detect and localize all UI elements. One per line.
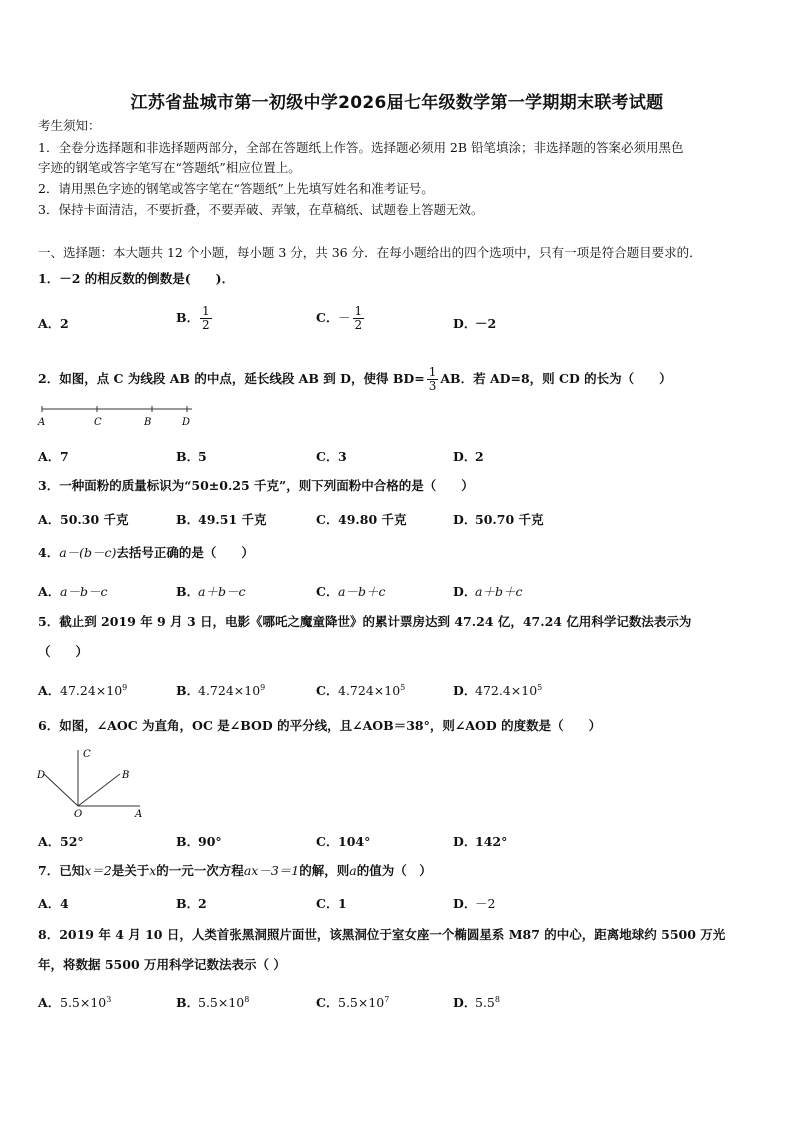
option-d[interactable]: D．$5.5^8$: [453, 994, 500, 1010]
option-c[interactable]: C．a－b＋c: [316, 584, 386, 599]
fraction: $\frac{1}{3}$: [428, 365, 437, 393]
fraction: $\frac{1}{2}$: [202, 304, 210, 332]
notice-item-3: 3．保持卡面清洁，不要折叠，不要弄破、弄皱，在草稿纸、试题卷上答题无效。: [38, 202, 484, 217]
notice-item-2: 2．请用黑色字迹的钢笔或答字笔在“答题纸”上先填写姓名和准考证号。: [38, 181, 434, 196]
question-4-stem: 4．a－(b－c)去括号正确的是（ ）: [38, 545, 254, 560]
point-label-b: B: [144, 417, 152, 428]
option-b[interactable]: B．a＋b－c: [176, 584, 246, 599]
option-d[interactable]: D．142°: [453, 834, 508, 849]
question-8-stem: 8．2019 年 4 月 10 日，人类首张黑洞照片面世，该黑洞位于室女座一个椭圆星系 M87 的中心，距离地球约 5500 万光: [38, 927, 726, 942]
segment-figure: [36, 403, 200, 431]
ray-label-d: D: [37, 770, 46, 781]
option-b[interactable]: B．2: [176, 896, 207, 911]
section-heading: 一、选择题：本大题共 12 个小题，每小题 3 分，共 36 分．在每小题给出的四个选项中，只有一项是符合题目要求的．: [38, 245, 702, 260]
option-d[interactable]: D．$472.4\times 10^5$: [453, 682, 543, 698]
question-3-stem: 3．一种面粉的质量标识为“50±0.25 千克”，则下列面粉中合格的是（ ）: [38, 478, 474, 493]
exam-title: 江苏省盐城市第一初级中学2026届七年级数学第一学期期末联考试题: [130, 93, 664, 113]
notice-item-1-cont: 字迹的钢笔或答字笔写在“答题纸”相应位置上。: [38, 160, 301, 175]
question-1-stem: 1．－2 的相反数的倒数是( )．: [38, 271, 235, 286]
question-7-stem: 7．已知x＝2是关于x的一元一次方程ax－3＝1的解，则a的值为（ ）: [38, 863, 432, 878]
option-b[interactable]: B．90°: [176, 834, 222, 849]
option-d[interactable]: D．2: [453, 449, 484, 464]
point-label-c: C: [94, 417, 102, 428]
option-a[interactable]: A．7: [38, 449, 69, 464]
question-number: 4．: [38, 545, 60, 560]
notice-item-1: 1．全卷分选择题和非选择题两部分，全部在答题纸上作答。选择题必须用 2B 铅笔填涂；非选择题的答案必须用黑色: [38, 140, 684, 155]
option-c[interactable]: C．104°: [316, 834, 371, 849]
question-2-stem: 2．如图，点 C 为线段 AB 的中点，延长线段 AB 到 D，使得 BD= $\frac{1}{3}$ AB．若 AD=8，则 CD 的长为（ ）: [38, 365, 672, 393]
question-8-stem-cont: 年，将数据 5500 万用科学记数法表示（ ）: [38, 957, 286, 972]
option-b[interactable]: B．49.51 千克: [176, 512, 267, 527]
option-d[interactable]: D．－2: [453, 896, 496, 911]
question-5-stem-cont: （ ）: [38, 644, 89, 659]
fraction: $\frac{1}{2}$: [354, 304, 363, 332]
option-b[interactable]: B．$5.5\times 10^8$: [176, 994, 250, 1010]
vertex-label-o: O: [74, 809, 83, 820]
option-b[interactable]: B． $\frac{1}{2}$: [176, 304, 210, 332]
option-c[interactable]: C．$5.5\times 10^7$: [316, 994, 390, 1010]
option-a[interactable]: A．4: [38, 896, 69, 911]
ray-label-a: A: [135, 809, 143, 820]
option-a[interactable]: A．$47.24\times 10^9$: [38, 682, 128, 698]
option-a[interactable]: A．a－b－c: [38, 584, 108, 599]
option-a[interactable]: A．2: [38, 316, 69, 331]
point-label-d: D: [182, 417, 191, 428]
angle-figure: [34, 746, 154, 820]
ray-label-b: B: [122, 770, 130, 781]
option-c[interactable]: C．$4.724\times 10^5$: [316, 682, 406, 698]
option-b[interactable]: B．5: [176, 449, 207, 464]
option-c[interactable]: C．－ $\frac{1}{2}$: [316, 304, 363, 332]
option-a[interactable]: A．$5.5\times 10^3$: [38, 994, 112, 1010]
option-a[interactable]: A．52°: [38, 834, 84, 849]
option-c[interactable]: C．3: [316, 449, 347, 464]
option-d[interactable]: D．50.70 千克: [453, 512, 544, 527]
option-d[interactable]: D．－2: [453, 316, 497, 331]
notice-heading: 考生须知：: [38, 118, 101, 133]
option-b[interactable]: B．$4.724\times 10^9$: [176, 682, 266, 698]
option-c[interactable]: C．1: [316, 896, 347, 911]
option-c[interactable]: C．49.80 千克: [316, 512, 407, 527]
option-a[interactable]: A．50.30 千克: [38, 512, 129, 527]
option-d[interactable]: D．a＋b＋c: [453, 584, 523, 599]
ray-label-c: C: [83, 749, 91, 760]
question-6-stem: 6．如图，∠AOC 为直角，OC 是∠BOD 的平分线，且∠AOB＝38°，则∠AOD 的度数是（ ）: [38, 718, 602, 733]
question-5-stem: 5．截止到 2019 年 9 月 3 日，电影《哪吒之魔童降世》的累计票房达到 47.24 亿，47.24 亿用科学记数法表示为: [38, 614, 692, 629]
point-label-a: A: [38, 417, 46, 428]
